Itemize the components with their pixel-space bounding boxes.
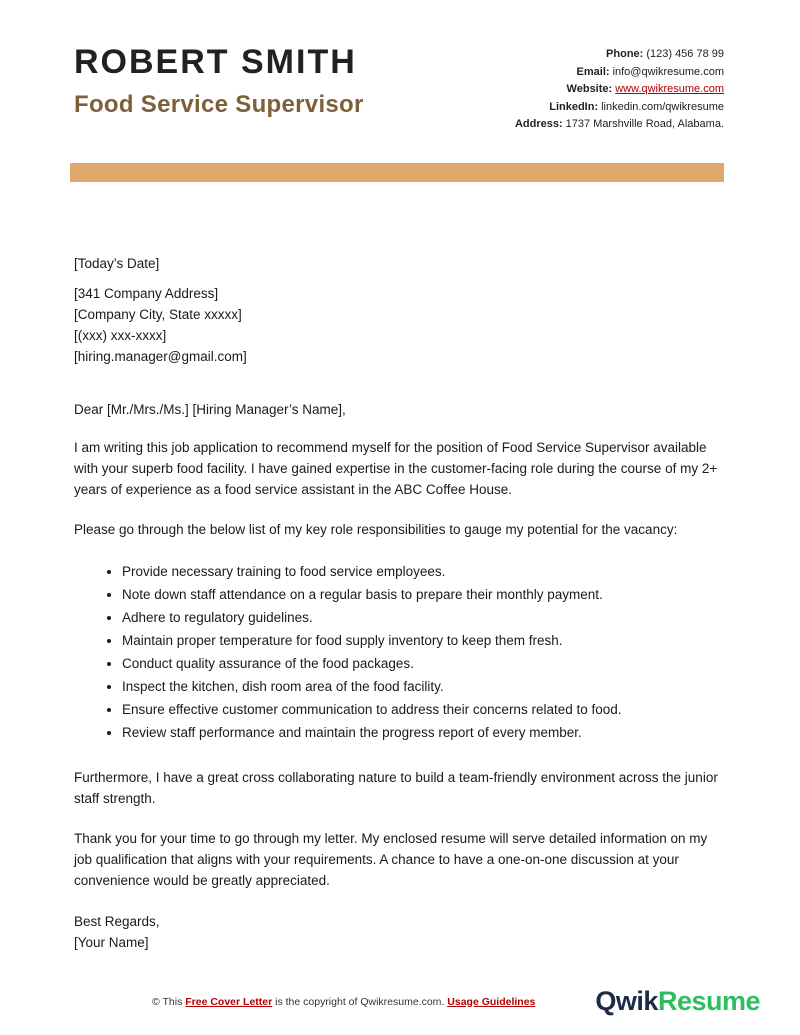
recipient-address-block bbox=[74, 283, 724, 367]
contact-address bbox=[515, 116, 724, 134]
contact-website-label: Website: bbox=[566, 83, 613, 95]
contact-website bbox=[515, 81, 724, 99]
contact-email-label: Email: bbox=[576, 65, 610, 78]
accent-divider-bar bbox=[70, 163, 724, 182]
responsibilities-list bbox=[74, 561, 724, 743]
qwikresume-logo[interactable] bbox=[595, 986, 760, 1017]
contact-linkedin-label: LinkedIn: bbox=[549, 100, 599, 113]
list-item: • Conduct quality assurance of the food packages. bbox=[122, 653, 724, 674]
copyright-notice bbox=[110, 996, 577, 1008]
copyright-middle: is the copyright of Qwikresume.com. bbox=[272, 995, 448, 1008]
list-item: • Inspect the kitchen, dish room area of the food facility. bbox=[122, 676, 724, 697]
closing-phrase: Best Regards, bbox=[74, 913, 160, 929]
contact-address-value: 1737 Marshville Road, Alabama. bbox=[565, 118, 724, 130]
free-cover-letter-link[interactable]: Free Cover Letter bbox=[185, 995, 273, 1008]
list-item: • Provide necessary training to food service employees. bbox=[122, 561, 724, 582]
copyright-prefix: © This bbox=[152, 995, 186, 1008]
list-item: • Adhere to regulatory guidelines. bbox=[122, 607, 724, 628]
contact-email bbox=[515, 64, 724, 82]
contact-address-label: Address: bbox=[514, 118, 563, 130]
signature-placeholder: [Your Name] bbox=[74, 934, 149, 950]
contact-phone bbox=[515, 46, 724, 64]
list-item: • Maintain proper temperature for food supply inventory to keep them fresh. bbox=[122, 630, 724, 651]
contact-linkedin-value: linkedin.com/qwikresume bbox=[601, 100, 724, 113]
contact-phone-value: (123) 456 78 99 bbox=[646, 48, 724, 60]
address-line: [341 Company Address] bbox=[74, 285, 219, 301]
logo-text-qwik: Qwik bbox=[595, 986, 658, 1016]
paragraph-introduction: I am writing this job application to recommend myself for the position of Food Service Supervisor available with your superb food facility. I have gained expertise in the customer-facing role during the course of my 2+ years of experience as a food service assistant in the ABC Coffee House. bbox=[74, 439, 718, 497]
list-item: • Review staff performance and maintain the progress report of every member. bbox=[122, 722, 724, 743]
paragraph-responsibilities-intro: Please go through the below list of my key role responsibilities to gauge my potential for the vacancy: bbox=[74, 521, 678, 537]
address-line: [(xxx) xxx-xxxx] bbox=[74, 327, 167, 343]
person-name: ROBERT SMITH bbox=[74, 43, 357, 81]
list-item: • Ensure effective customer communication to address their concerns related to food. bbox=[122, 699, 724, 720]
closing-block bbox=[74, 911, 724, 953]
footer bbox=[0, 986, 800, 1017]
contact-email-value: info@qwikresume.com bbox=[612, 65, 724, 78]
address-line: [Company City, State xxxxx] bbox=[74, 306, 242, 322]
person-job-title: Food Service Supervisor bbox=[74, 91, 364, 119]
contact-phone-label: Phone: bbox=[606, 48, 644, 60]
letter-body bbox=[74, 134, 724, 953]
contact-website-link[interactable]: www.qwikresume.com bbox=[615, 83, 724, 95]
contact-info bbox=[515, 44, 724, 134]
list-item: • Note down staff attendance on a regular basis to prepare their monthly payment. bbox=[122, 584, 724, 605]
identity-block bbox=[74, 44, 364, 119]
contact-linkedin bbox=[515, 99, 724, 117]
usage-guidelines-link[interactable]: Usage Guidelines bbox=[447, 995, 536, 1008]
address-line: [hiring.manager@gmail.com] bbox=[74, 348, 247, 364]
header bbox=[74, 0, 724, 134]
salutation: Dear [Mr./Mrs./Ms.] [Hiring Manager’s Name], bbox=[74, 401, 346, 417]
paragraph-thanks: Thank you for your time to go through my letter. My enclosed resume will serve detailed information on my job qualification that aligns with your requirements. A chance to have a one-on-one discussion at your convenience would be greatly appreciated. bbox=[74, 830, 708, 888]
date-placeholder: [Today’s Date] bbox=[74, 255, 160, 271]
logo-text-resume: Resume bbox=[657, 986, 760, 1016]
paragraph-teamwork: Furthermore, I have a great cross collaborating nature to build a team-friendly environment across the junior staff strength. bbox=[74, 769, 718, 806]
